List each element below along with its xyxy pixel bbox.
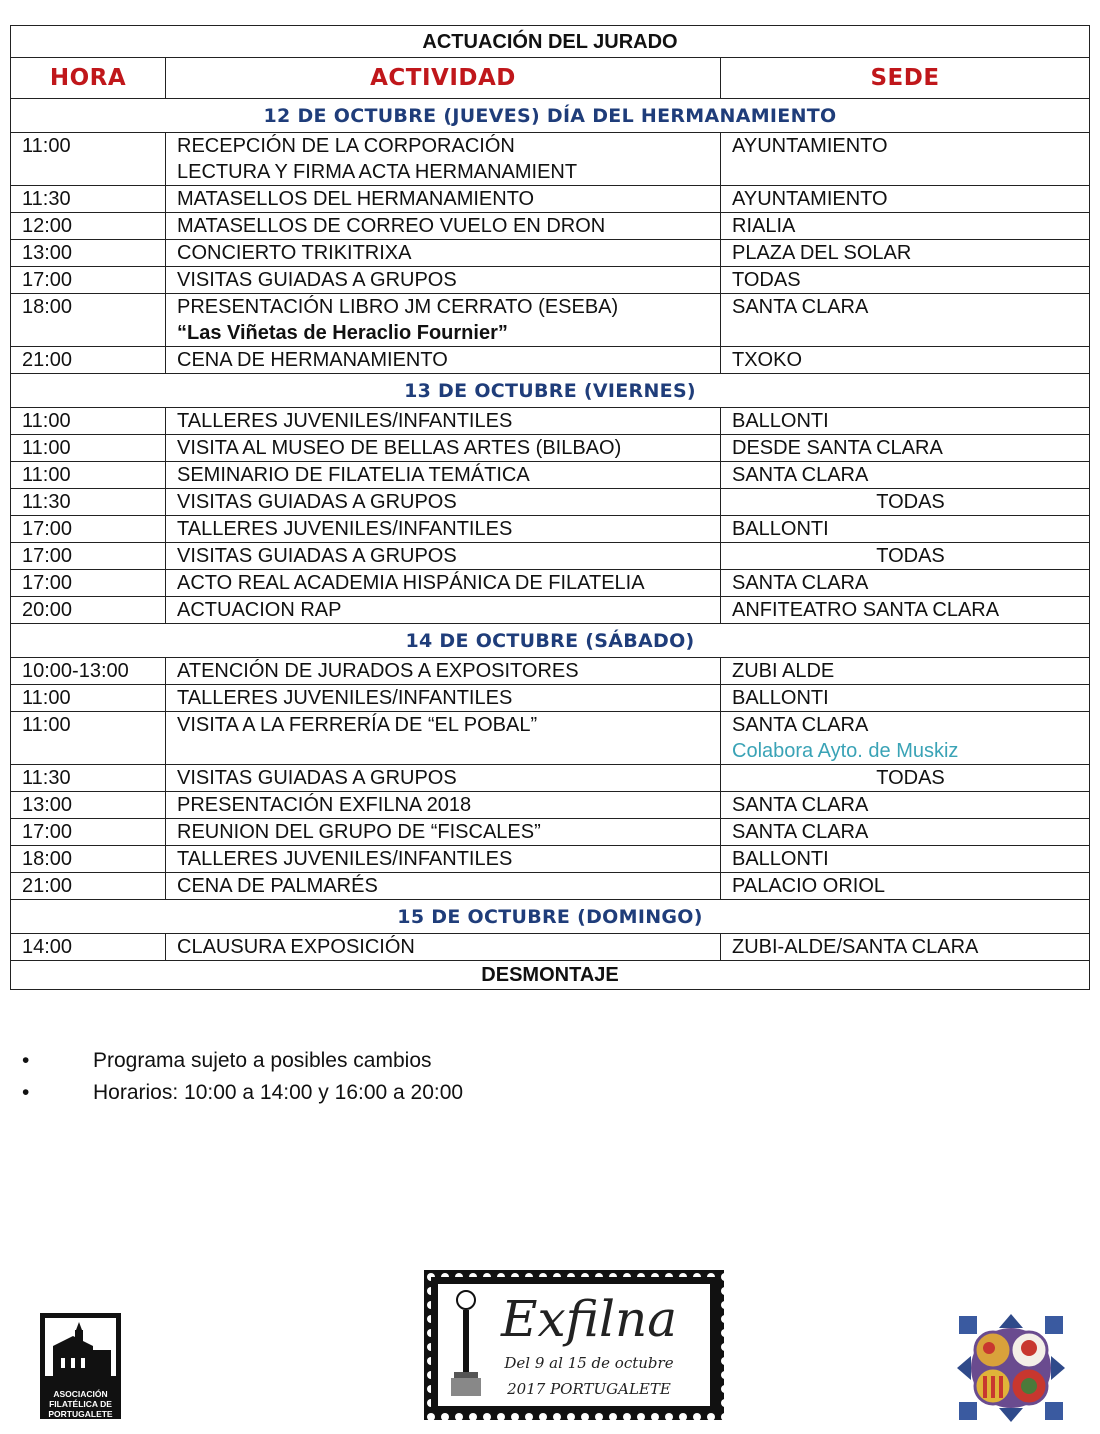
table-row (11, 712, 1090, 765)
activity-line: MATASELLOS DE CORREO VUELO EN DRON (177, 215, 606, 237)
activity-cell (166, 846, 721, 873)
time-cell: 17:00 (11, 267, 166, 294)
table-row (11, 819, 1090, 846)
table-row (11, 489, 1090, 516)
time-cell: 11:00 (11, 712, 166, 765)
activity-cell (166, 685, 721, 712)
activity-cell (166, 489, 721, 516)
bullet: • (22, 1049, 30, 1072)
activity-line: RECEPCIÓN DE LA CORPORACIÓN (177, 135, 515, 157)
table-row (11, 294, 1090, 347)
venue-cell (721, 186, 1090, 213)
venue-cell (721, 934, 1090, 961)
venue-cell (721, 133, 1090, 186)
bullet: • (22, 1081, 30, 1104)
venue-line: PALACIO ORIOL (732, 875, 886, 897)
venue-cell (721, 597, 1090, 624)
logo-text: ASOCIACIÓN (53, 1389, 108, 1399)
activity-line: CENA DE PALMARÉS (177, 875, 378, 897)
document-title: ACTUACIÓN DEL JURADO (11, 26, 1090, 58)
venue-cell (721, 543, 1090, 570)
table-row (11, 240, 1090, 267)
activity-line: ATENCIÓN DE JURADOS A EXPOSITORES (177, 660, 579, 682)
venue-cell (721, 765, 1090, 792)
table-row (11, 516, 1090, 543)
activity-cell (166, 792, 721, 819)
venue-cell (721, 819, 1090, 846)
table-row (11, 408, 1090, 435)
activity-line: SEMINARIO DE FILATELIA TEMÁTICA (177, 464, 530, 486)
day-heading: 12 DE OCTUBRE (JUEVES) DÍA DEL HERMANAMIENTO (11, 99, 1090, 133)
header-sede: SEDE (721, 58, 1090, 99)
schedule-table (10, 25, 1090, 990)
time-cell: 13:00 (11, 240, 166, 267)
venue-line: SANTA CLARA (732, 464, 869, 486)
note-text: Programa sujeto a posibles cambios (93, 1049, 432, 1072)
activity-line: VISITA AL MUSEO DE BELLAS ARTES (BILBAO) (177, 437, 622, 459)
activity-line: VISITAS GUIADAS A GRUPOS (177, 545, 457, 567)
venue-cell (721, 267, 1090, 294)
activity-line: TALLERES JUVENILES/INFANTILES (177, 410, 513, 432)
time-cell: 17:00 (11, 570, 166, 597)
venue-cell (721, 240, 1090, 267)
venue-line: SANTA CLARA (732, 296, 869, 318)
day-heading-row (11, 624, 1090, 658)
venue-line: Colabora Ayto. de Muskiz (732, 740, 959, 762)
activity-cell (166, 347, 721, 374)
activity-line: CENA DE HERMANAMIENTO (177, 349, 448, 371)
activity-line: TALLERES JUVENILES/INFANTILES (177, 518, 513, 540)
time-cell: 18:00 (11, 846, 166, 873)
activity-line: ACTUACION RAP (177, 599, 342, 621)
venue-line: AYUNTAMIENTO (732, 188, 888, 210)
note-text: Horarios: 10:00 a 14:00 y 16:00 a 20:00 (93, 1081, 464, 1104)
activity-cell (166, 516, 721, 543)
time-cell: 11:30 (11, 765, 166, 792)
activity-cell (166, 570, 721, 597)
day-heading: 15 DE OCTUBRE (DOMINGO) (11, 900, 1090, 934)
activity-cell (166, 543, 721, 570)
activity-line: TALLERES JUVENILES/INFANTILES (177, 848, 513, 870)
activity-cell (166, 934, 721, 961)
exfilna-stamp-logo (424, 1270, 724, 1420)
time-cell: 12:00 (11, 213, 166, 240)
day-heading-row (11, 99, 1090, 133)
day-heading: 13 DE OCTUBRE (VIERNES) (11, 374, 1090, 408)
stamp-dates: Del 9 al 15 de octubre (504, 1354, 674, 1372)
time-cell: 14:00 (11, 934, 166, 961)
venue-line: RIALIA (732, 215, 796, 237)
stamp-place: 2017 PORTUGALETE (507, 1380, 671, 1398)
heraldic-shield-logo (955, 1312, 1067, 1424)
time-cell: 11:00 (11, 133, 166, 186)
venue-line: BALLONTI (732, 687, 829, 709)
table-row (11, 133, 1090, 186)
venue-cell (721, 658, 1090, 685)
activity-line: “Las Viñetas de Heraclio Fournier” (177, 322, 508, 344)
logo-text: PORTUGALETE (48, 1409, 113, 1419)
venue-line: BALLONTI (732, 848, 829, 870)
activity-line: REUNION DEL GRUPO DE “FISCALES” (177, 821, 541, 843)
activity-line: PRESENTACIÓN EXFILNA 2018 (177, 794, 472, 816)
closing-label: DESMONTAJE (11, 961, 1090, 990)
table-row (11, 543, 1090, 570)
activity-cell (166, 267, 721, 294)
column-header-row (11, 58, 1090, 99)
activity-line: LECTURA Y FIRMA ACTA HERMANAMIENT (177, 161, 578, 183)
venue-cell (721, 792, 1090, 819)
activity-cell (166, 240, 721, 267)
time-cell: 11:00 (11, 408, 166, 435)
table-row (11, 934, 1090, 961)
stamp-title: Exfilna (500, 1290, 678, 1348)
activity-line: ACTO REAL ACADEMIA HISPÁNICA DE FILATELIA (177, 572, 645, 594)
venue-line: TODAS (876, 491, 945, 513)
logo-text: FILATÉLICA DE (49, 1399, 112, 1409)
table-row (11, 597, 1090, 624)
note-item (22, 1046, 463, 1078)
time-cell: 18:00 (11, 294, 166, 347)
table-row (11, 792, 1090, 819)
activity-cell (166, 294, 721, 347)
title-row (11, 26, 1090, 58)
day-heading-row (11, 374, 1090, 408)
note-item (22, 1078, 463, 1110)
activity-line: VISITAS GUIADAS A GRUPOS (177, 491, 457, 513)
time-cell: 11:00 (11, 435, 166, 462)
venue-cell (721, 712, 1090, 765)
activity-cell (166, 658, 721, 685)
activity-line: VISITA A LA FERRERÍA DE “EL POBAL” (177, 714, 538, 736)
venue-cell (721, 685, 1090, 712)
table-row (11, 213, 1090, 240)
time-cell: 21:00 (11, 347, 166, 374)
schedule-body (11, 26, 1090, 990)
venue-cell (721, 435, 1090, 462)
table-row (11, 347, 1090, 374)
table-row (11, 267, 1090, 294)
activity-line: TALLERES JUVENILES/INFANTILES (177, 687, 513, 709)
venue-cell (721, 213, 1090, 240)
table-row (11, 570, 1090, 597)
table-row (11, 685, 1090, 712)
venue-line: TODAS (732, 269, 801, 291)
header-actividad: ACTIVIDAD (166, 58, 721, 99)
time-cell: 11:00 (11, 462, 166, 489)
time-cell: 21:00 (11, 873, 166, 900)
notes-list (22, 1046, 463, 1110)
venue-line: BALLONTI (732, 410, 829, 432)
time-cell: 17:00 (11, 543, 166, 570)
activity-cell (166, 186, 721, 213)
activity-cell (166, 712, 721, 765)
activity-cell (166, 435, 721, 462)
time-cell: 11:00 (11, 685, 166, 712)
venue-line: ANFITEATRO SANTA CLARA (732, 599, 1000, 621)
activity-cell (166, 133, 721, 186)
activity-cell (166, 462, 721, 489)
venue-cell (721, 294, 1090, 347)
venue-line: SANTA CLARA (732, 572, 869, 594)
table-row (11, 765, 1090, 792)
activity-line: VISITAS GUIADAS A GRUPOS (177, 269, 457, 291)
table-row (11, 186, 1090, 213)
venue-line: ZUBI ALDE (732, 660, 835, 682)
activity-line: PRESENTACIÓN LIBRO JM CERRATO (ESEBA) (177, 296, 619, 318)
activity-cell (166, 765, 721, 792)
venue-line: TODAS (876, 545, 945, 567)
venue-cell (721, 516, 1090, 543)
venue-line: BALLONTI (732, 518, 829, 540)
activity-line: CLAUSURA EXPOSICIÓN (177, 936, 415, 958)
time-cell: 20:00 (11, 597, 166, 624)
activity-cell (166, 873, 721, 900)
table-row (11, 846, 1090, 873)
venue-line: TODAS (876, 767, 945, 789)
venue-cell (721, 347, 1090, 374)
table-row (11, 873, 1090, 900)
day-heading: 14 DE OCTUBRE (SÁBADO) (11, 624, 1090, 658)
venue-line: ZUBI-ALDE/SANTA CLARA (732, 936, 979, 958)
time-cell: 17:00 (11, 516, 166, 543)
closing-row (11, 961, 1090, 990)
venue-line: DESDE SANTA CLARA (732, 437, 943, 459)
time-cell: 10:00-13:00 (11, 658, 166, 685)
activity-cell (166, 408, 721, 435)
table-row (11, 658, 1090, 685)
venue-cell (721, 462, 1090, 489)
venue-line: AYUNTAMIENTO (732, 135, 888, 157)
table-row (11, 435, 1090, 462)
venue-line: SANTA CLARA (732, 794, 869, 816)
venue-cell (721, 570, 1090, 597)
activity-line: CONCIERTO TRIKITRIXA (177, 242, 412, 264)
venue-cell (721, 846, 1090, 873)
header-hora: HORA (11, 58, 166, 99)
table-row (11, 462, 1090, 489)
activity-line: VISITAS GUIADAS A GRUPOS (177, 767, 457, 789)
time-cell: 11:30 (11, 489, 166, 516)
day-heading-row (11, 900, 1090, 934)
time-cell: 13:00 (11, 792, 166, 819)
venue-cell (721, 408, 1090, 435)
asociacion-filatelica-logo (37, 1310, 124, 1422)
time-cell: 17:00 (11, 819, 166, 846)
venue-line: SANTA CLARA (732, 714, 869, 736)
activity-cell (166, 213, 721, 240)
time-cell: 11:30 (11, 186, 166, 213)
venue-cell (721, 489, 1090, 516)
activity-line: MATASELLOS DEL HERMANAMIENTO (177, 188, 535, 210)
venue-cell (721, 873, 1090, 900)
venue-line: SANTA CLARA (732, 821, 869, 843)
venue-line: TXOKO (732, 349, 803, 371)
venue-line: PLAZA DEL SOLAR (732, 242, 912, 264)
activity-cell (166, 819, 721, 846)
activity-cell (166, 597, 721, 624)
